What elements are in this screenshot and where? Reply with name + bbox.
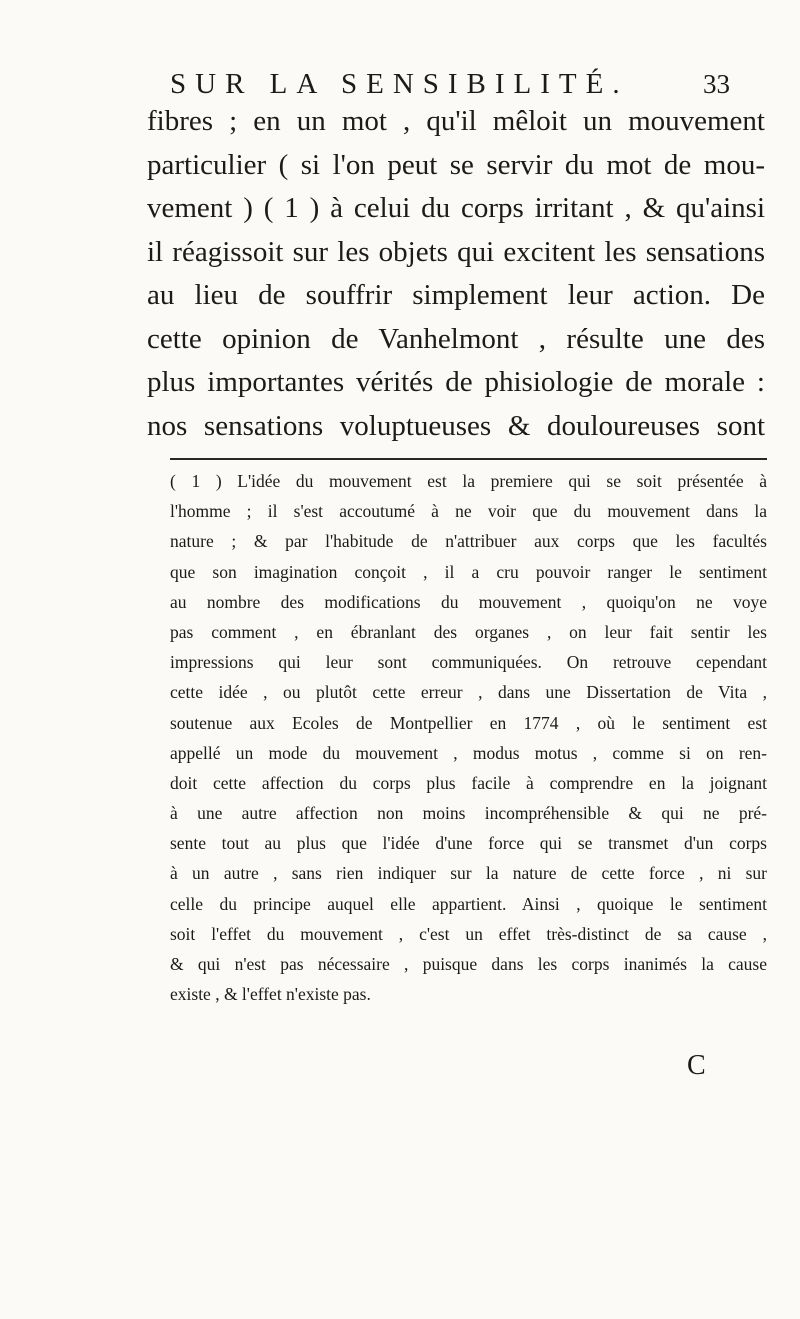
text-line: particulier ( si l'on peut se servir du mot de mou- <box>147 148 765 181</box>
footnote-divider <box>170 458 767 460</box>
running-title: SUR LA SENSIBILITÉ. <box>170 68 629 100</box>
footnote <box>170 466 767 1009</box>
footnote-line: ( 1 ) L'idée du mouvement est la premiere qui se soit présentée à <box>170 471 767 491</box>
catchword: C <box>687 1050 706 1081</box>
text-line: vement ) ( 1 ) à celui du corps irritant , & qu'ainsi <box>147 192 765 224</box>
text-line: nos sensations voluptueuses & douloureuses sont <box>147 409 765 442</box>
text-line: au lieu de souffrir simplement leur action. De <box>147 279 765 311</box>
footnote-line: celle du principe auquel elle appartient. Ainsi , quoique le sentiment <box>170 893 767 914</box>
footnote-line: l'homme ; il s'est accoutumé à ne voir que du mouvement dans la <box>170 501 767 522</box>
footnote-line: appellé un mode du mouvement , modus motus , comme si on ren- <box>170 742 767 763</box>
footnote-line: soit l'effet du mouvement , c'est un effet très-distinct de sa cause , <box>170 923 767 944</box>
text-line: il réagissoit sur les objets qui excitent les sensations <box>147 235 765 268</box>
footnote-line: à une autre affection non moins incompréhensible & qui ne pré- <box>170 803 767 824</box>
footnote-line: pas comment , en ébranlant des organes , on leur fait sentir les <box>170 621 767 642</box>
main-text <box>147 100 765 448</box>
footnote-line: nature ; & par l'habitude de n'attribuer aux corps que les facultés <box>170 531 767 552</box>
page-number: 33 <box>703 69 730 99</box>
footnote-line: à un autre , sans rien indiquer sur la nature de cette force , ni sur <box>170 863 767 884</box>
footnote-line: au nombre des modifications du mouvement , quoiqu'on ne voye <box>170 591 767 612</box>
footnote-line: impressions qui leur sont communiquées. On retrouve cependant <box>170 652 767 673</box>
footnote-line: cette idée , ou plutôt cette erreur , dans une Dissertation de Vita , <box>170 682 767 703</box>
page-header <box>170 68 730 101</box>
footnote-line: doit cette affection du corps plus facile à comprendre en la joignant <box>170 772 767 793</box>
footnote-line: que son imagination conçoit , il a cru pouvoir ranger le sentiment <box>170 561 767 582</box>
text-line: plus importantes vérités de phisiologie de morale : <box>147 366 765 398</box>
footnote-line: existe , & l'effet n'existe pas. <box>170 984 371 1005</box>
footnote-line: soutenue aux Ecoles de Montpellier en 1774 , où le sentiment est <box>170 712 767 733</box>
footnote-line: sente tout au plus que l'idée d'une force qui se transmet d'un corps <box>170 833 767 854</box>
text-line: fibres ; en un mot , qu'il mêloit un mouvement <box>147 105 765 137</box>
footnote-line: & qui n'est pas nécessaire , puisque dans les corps inanimés la cause <box>170 954 767 974</box>
text-line: cette opinion de Vanhelmont , résulte une des <box>147 322 765 355</box>
